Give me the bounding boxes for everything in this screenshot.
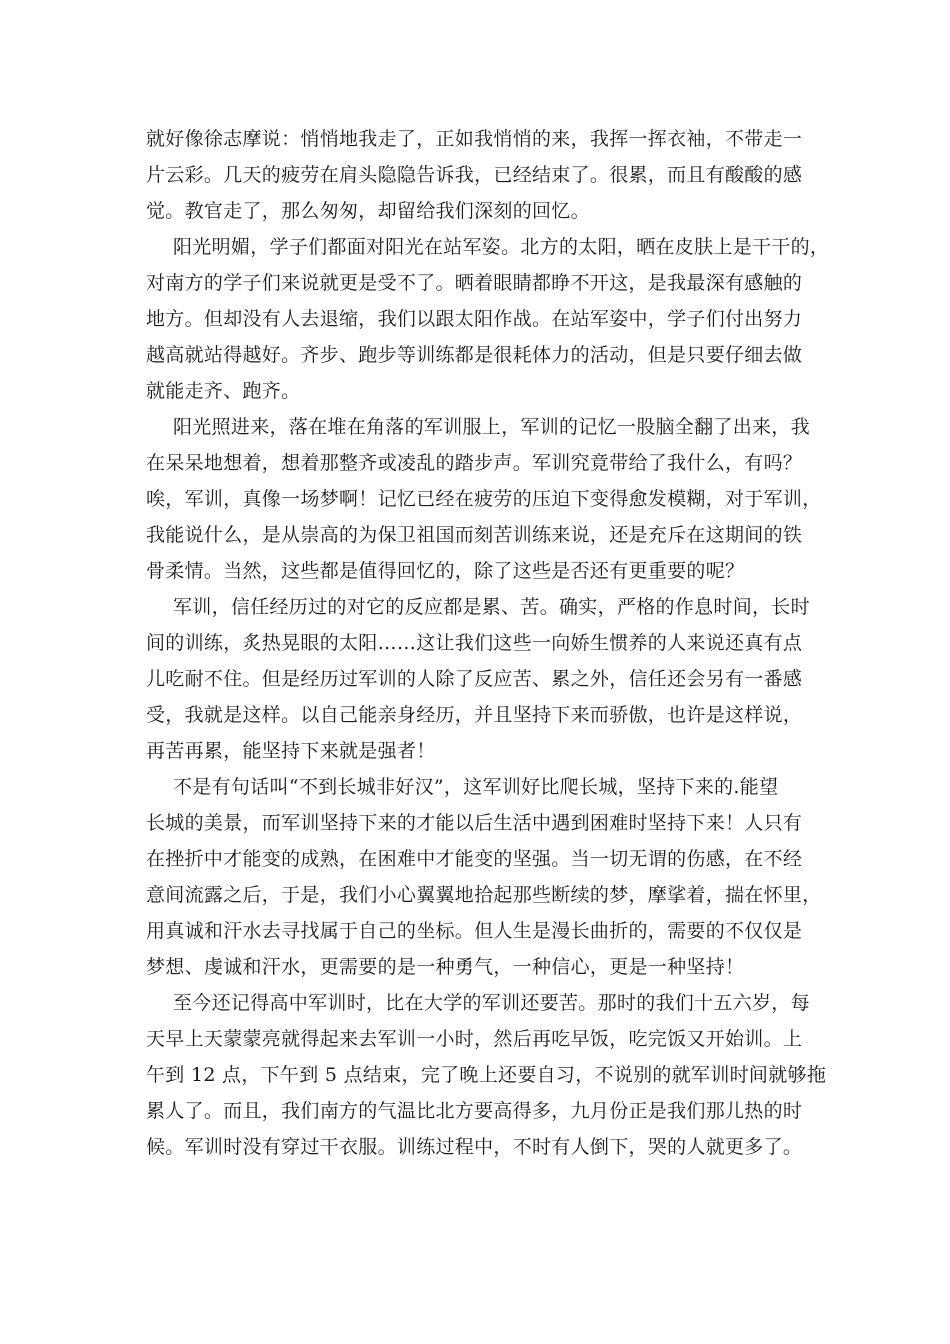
- text-line: 我能说什么，是从崇高的为保卫祖国而刻苦训练来说，还是充斥在这期间的铁: [146, 524, 803, 546]
- text-line: 累人了。而且，我们南方的气温比北方要高得多，九月份正是我们那儿热的时: [146, 1100, 803, 1122]
- text-line: 骨柔情。当然，这些都是值得回忆的，除了这些是否还有更重要的呢？: [146, 560, 745, 582]
- text-line: 间的训练，炙热晃眼的太阳……这让我们这些一向娇生惯养的人来说还真有点: [146, 632, 803, 654]
- text-line: 午到 12 点，下午到 5 点结束，完了晚上还要自习，不说别的就军训时间就够拖: [146, 1064, 827, 1086]
- paragraph-first-line: 阳光照进来，落在堆在角落的军训服上，军训的记忆一股脑全翻了出来，我: [173, 416, 810, 438]
- paragraph-first-line: 军训，信任经历过的对它的反应都是累、苦。确实，严格的作息时间，长时: [173, 596, 810, 618]
- text-line: 就能走齐、跑齐。: [146, 380, 301, 402]
- text-line: 对南方的学子们来说就更是受不了。晒着眼睛都睁不开这，是我最深有感触的: [146, 272, 803, 294]
- text-line: 地方。但却没有人去退缩，我们以跟太阳作战。在站军姿中，学子们付出努力: [146, 308, 803, 330]
- text-line: 天早上天蒙蒙亮就得起来去军训一小时，然后再吃早饭，吃完饭又开始训。上: [146, 1028, 803, 1050]
- text-line: 唉，军训，真像一场梦啊！记忆已经在疲劳的压迫下变得愈发模糊，对于军训，: [146, 488, 822, 510]
- paragraph-first-line: 阳光明媚，学子们都面对阳光在站军姿。北方的太阳，晒在皮肤上是干干的，: [173, 236, 830, 258]
- paragraph-first-line: 至今还记得高中军训时，比在大学的军训还要苦。那时的我们十五六岁，每: [173, 992, 810, 1014]
- text-line: 在挫折中才能变的成熟，在困难中才能变的坚强。当一切无谓的伤感，在不经: [146, 848, 803, 870]
- text-line: 就好像徐志摩说：悄悄地我走了，正如我悄悄的来，我挥一挥衣袖，不带走一: [146, 128, 803, 150]
- text-line: 长城的美景，而军训坚持下来的才能以后生活中遇到困难时坚持下来！人只有: [146, 812, 803, 834]
- text-line: 儿吃耐不住。但是经历过军训的人除了反应苦、累之外，信任还会另有一番感: [146, 668, 803, 690]
- text-line: 意间流露之后，于是，我们小心翼翼地拾起那些断续的梦，摩挲着，揣在怀里，: [146, 884, 822, 906]
- paragraph-first-line: 不是有句话叫“不到长城非好汉”，这军训好比爬长城，坚持下来的.能望: [173, 776, 779, 798]
- text-line: 梦想、虔诚和汗水，更需要的是一种勇气，一种信心，更是一种坚持！: [146, 956, 745, 978]
- text-line: 觉。教官走了，那么匆匆，却留给我们深刻的回忆。: [146, 200, 590, 222]
- text-line: 越高就站得越好。齐步、跑步等训练都是很耗体力的活动，但是只要仔细去做: [146, 344, 803, 366]
- text-line: 受，我就是这样。以自己能亲身经历，并且坚持下来而骄傲，也许是这样说，: [146, 704, 803, 726]
- text-line: 再苦再累，能坚持下来就是强者！: [146, 740, 436, 762]
- text-line: 用真诚和汗水去寻找属于自己的坐标。但人生是漫长曲折的，需要的不仅仅是: [146, 920, 803, 942]
- text-line: 在呆呆地想着，想着那整齐或凌乱的踏步声。军训究竟带给了我什么，有吗？: [146, 452, 803, 474]
- text-line: 片云彩。几天的疲劳在肩头隐隐告诉我，已经结束了。很累，而且有酸酸的感: [146, 164, 803, 186]
- text-line: 候。军训时没有穿过干衣服。训练过程中，不时有人倒下，哭的人就更多了。: [146, 1136, 803, 1158]
